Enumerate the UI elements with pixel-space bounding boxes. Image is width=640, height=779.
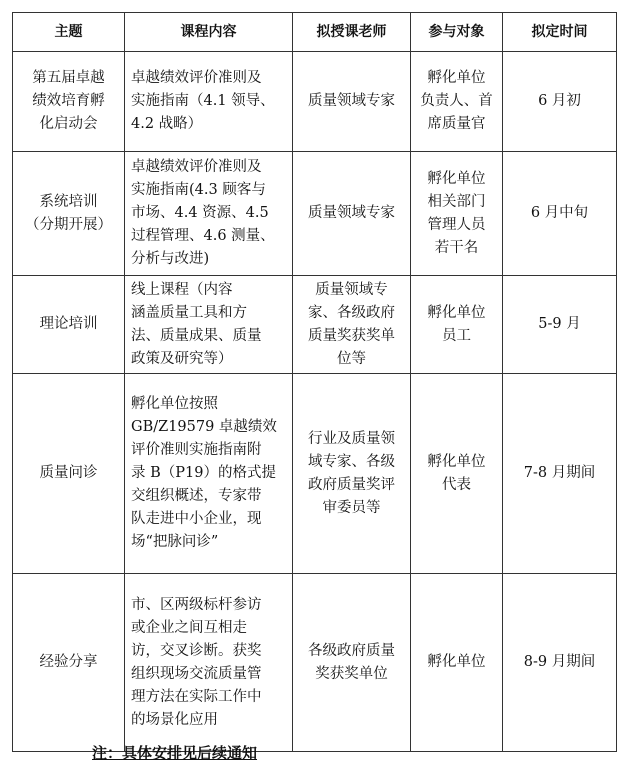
cell-time: 8-9 月期间 [503,574,617,752]
cell-time: 7-8 月期间 [503,374,617,574]
cell-theme: 系统培训 （分期开展） [13,152,125,276]
cell-theme: 理论培训 [13,276,125,374]
cell-content: 卓越绩效评价准则及 实施指南(4.3 顾客与 市场、4.4 资源、4.5 过程管理、4.6 测量、 分析与改进) [125,152,293,276]
header-teacher: 拟授课老师 [293,13,411,52]
cell-theme: 第五届卓越 绩效培育孵 化启动会 [13,52,125,152]
cell-theme: 经验分享 [13,574,125,752]
cell-content: 线上课程（内容 涵盖质量工具和方 法、质量成果、质量 政策及研究等） [125,276,293,374]
table-row [13,52,617,152]
cell-teacher: 质量领域专家 [293,52,411,152]
cell-content: 孵化单位按照 GB/Z19579 卓越绩效 评价准则实施指南附 录 B（P19）的格式提 交组织概述，专家带 队走进中小企业，现 场“把脉问诊” [125,374,293,574]
cell-teacher: 行业及质量领 域专家、各级 政府质量奖评 审委员等 [293,374,411,574]
document [12,12,628,752]
cell-theme: 质量问诊 [13,374,125,574]
cell-time: 6 月中旬 [503,152,617,276]
table-row [13,374,617,574]
cell-content: 市、区两级标杆参访 或企业之间互相走 访，交叉诊断。获奖 组织现场交流质量管 理方法在实际工作中 的场景化应用 [125,574,293,752]
training-schedule-table [12,12,617,752]
footnote: 注：具体安排见后续通知 [92,744,258,762]
header-theme: 主题 [13,13,125,52]
cell-content: 卓越绩效评价准则及 实施指南（4.1 领导、 4.2 战略） [125,52,293,152]
cell-target: 孵化单位 负责人、首 席质量官 [411,52,503,152]
cell-target: 孵化单位 代表 [411,374,503,574]
header-content: 课程内容 [125,13,293,52]
cell-time: 6 月初 [503,52,617,152]
cell-teacher: 质量领域专 家、各级政府 质量奖获奖单 位等 [293,276,411,374]
table-row [13,574,617,752]
header-target: 参与对象 [411,13,503,52]
cell-target: 孵化单位 相关部门 管理人员 若干名 [411,152,503,276]
cell-target: 孵化单位 员工 [411,276,503,374]
cell-teacher: 质量领域专家 [293,152,411,276]
cell-time: 5-9 月 [503,276,617,374]
header-time: 拟定时间 [503,13,617,52]
table-row [13,276,617,374]
cell-teacher: 各级政府质量 奖获奖单位 [293,574,411,752]
table-header-row [13,13,617,52]
cell-target: 孵化单位 [411,574,503,752]
table-row [13,152,617,276]
